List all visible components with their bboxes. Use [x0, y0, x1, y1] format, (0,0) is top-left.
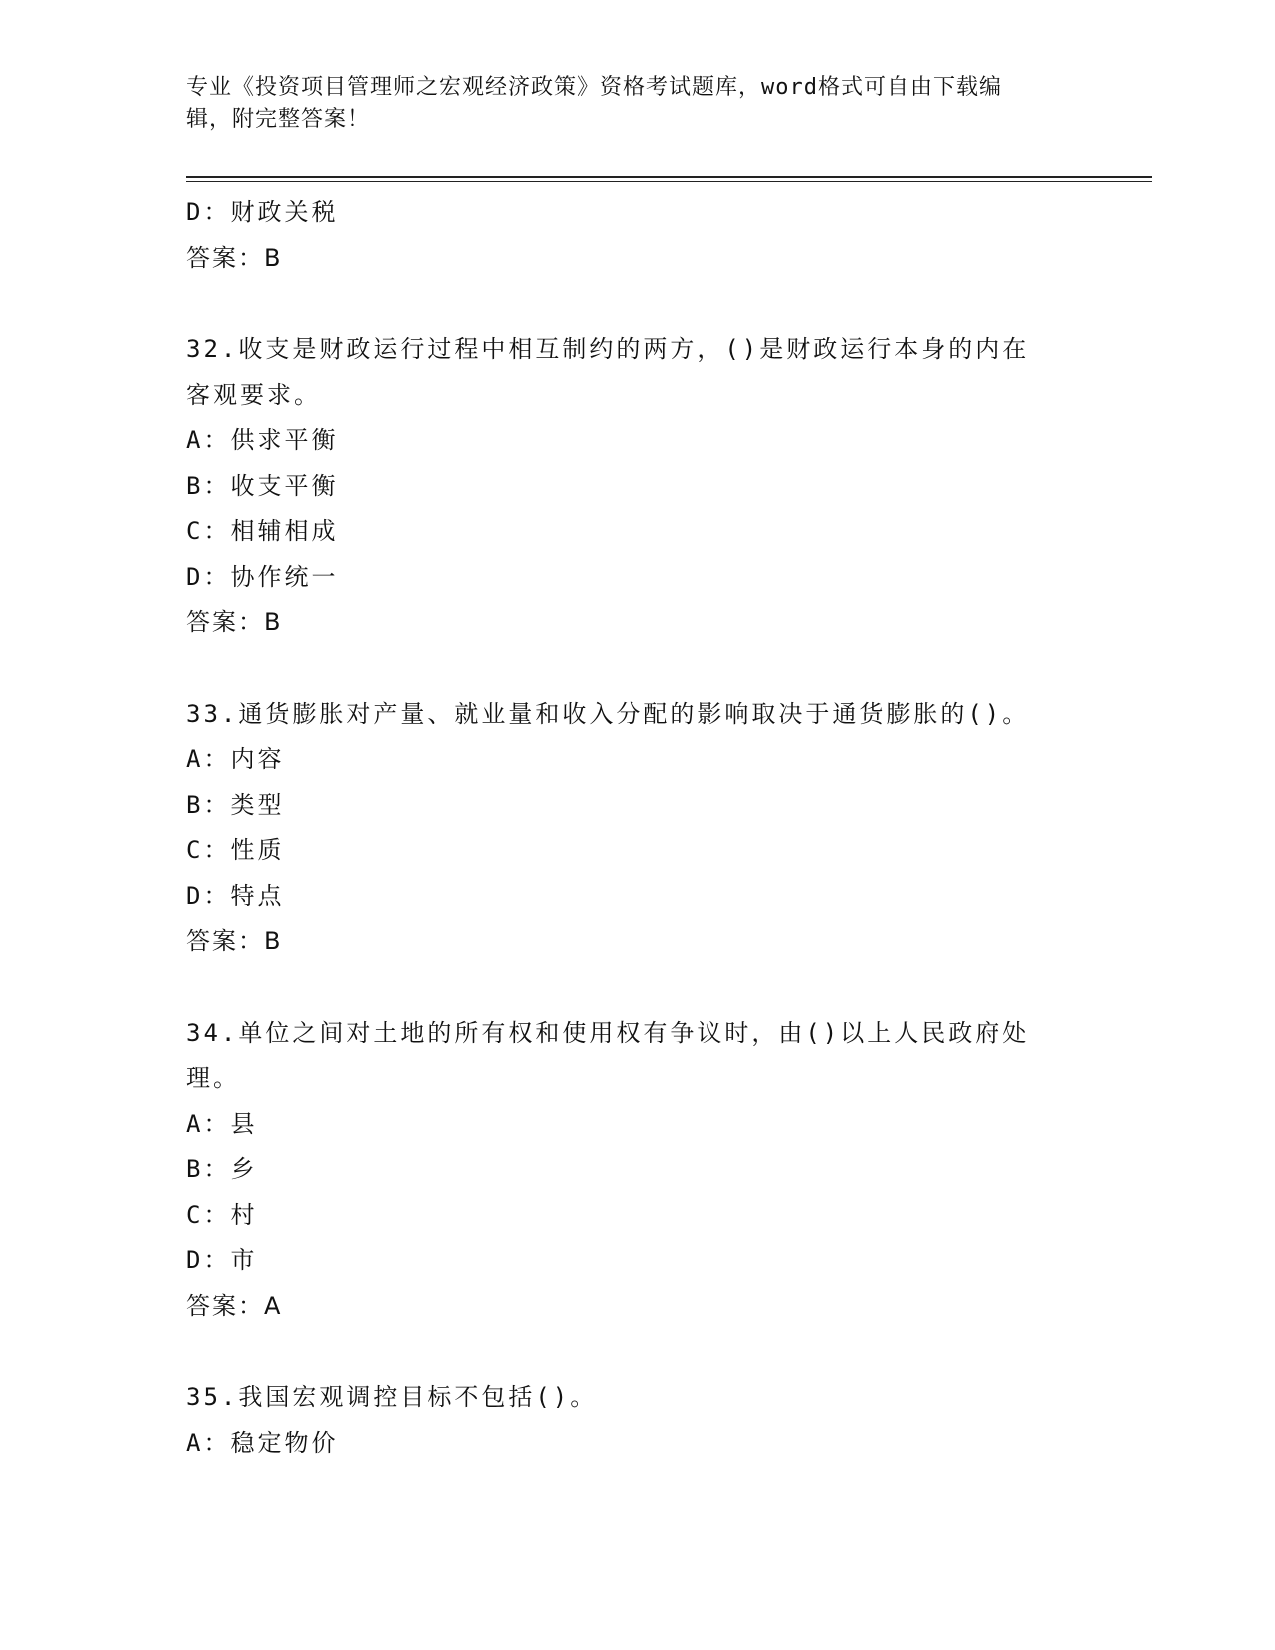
- option-c: C：村: [186, 1200, 258, 1229]
- option-d: D：财政关税: [186, 198, 339, 226]
- spacer: [186, 281, 1086, 327]
- document-header: [186, 72, 1086, 136]
- answer-line: 答案：B: [186, 927, 283, 955]
- previous-question-tail: [186, 190, 1086, 281]
- answer-line: 答案：A: [186, 1291, 283, 1320]
- spacer: [186, 965, 1086, 1011]
- question-stem: 34.单位之间对土地的所有权和使用权有争议时，由()以上人民政府处: [186, 1018, 1030, 1047]
- answer-line: 答案：B: [186, 243, 283, 272]
- question-stem: 33.通货膨胀对产量、就业量和收入分配的影响取决于通货膨胀的()。: [186, 699, 1030, 728]
- question-stem: 35.我国宏观调控目标不包括()。: [186, 1383, 598, 1411]
- header-line-2: 辑，附完整答案！: [186, 107, 371, 132]
- question-stem-cont: 理。: [186, 1064, 240, 1092]
- option-d: D：特点: [186, 881, 285, 910]
- option-d: D：协作统一: [186, 562, 339, 591]
- question-stem-cont: 客观要求。: [186, 380, 321, 409]
- question-35: [186, 1375, 1086, 1466]
- option-d: D：市: [186, 1246, 258, 1274]
- option-a: A：县: [186, 1109, 258, 1138]
- option-a: A：内容: [186, 745, 285, 773]
- option-b: B：收支平衡: [186, 471, 339, 500]
- option-b: B：类型: [186, 790, 285, 819]
- header-divider-thick: [186, 176, 1152, 178]
- question-stem: 32.收支是财政运行过程中相互制约的两方，()是财政运行本身的内在: [186, 335, 1030, 363]
- question-34: [186, 1011, 1086, 1330]
- header-divider-thin: [186, 181, 1152, 182]
- question-33: [186, 692, 1086, 965]
- option-c: C：相辅相成: [186, 517, 339, 545]
- spacer: [186, 646, 1086, 692]
- option-c: C：性质: [186, 836, 285, 864]
- option-a: A：供求平衡: [186, 426, 339, 454]
- question-32: [186, 327, 1086, 646]
- spacer: [186, 1329, 1086, 1375]
- header-line-1: 专业《投资项目管理师之宏观经济政策》资格考试题库，word格式可自由下载编: [186, 75, 1002, 100]
- answer-line: 答案：B: [186, 608, 283, 636]
- option-b: B：乡: [186, 1155, 258, 1183]
- option-a: A：稳定物价: [186, 1428, 339, 1457]
- question-list: [186, 190, 1086, 1466]
